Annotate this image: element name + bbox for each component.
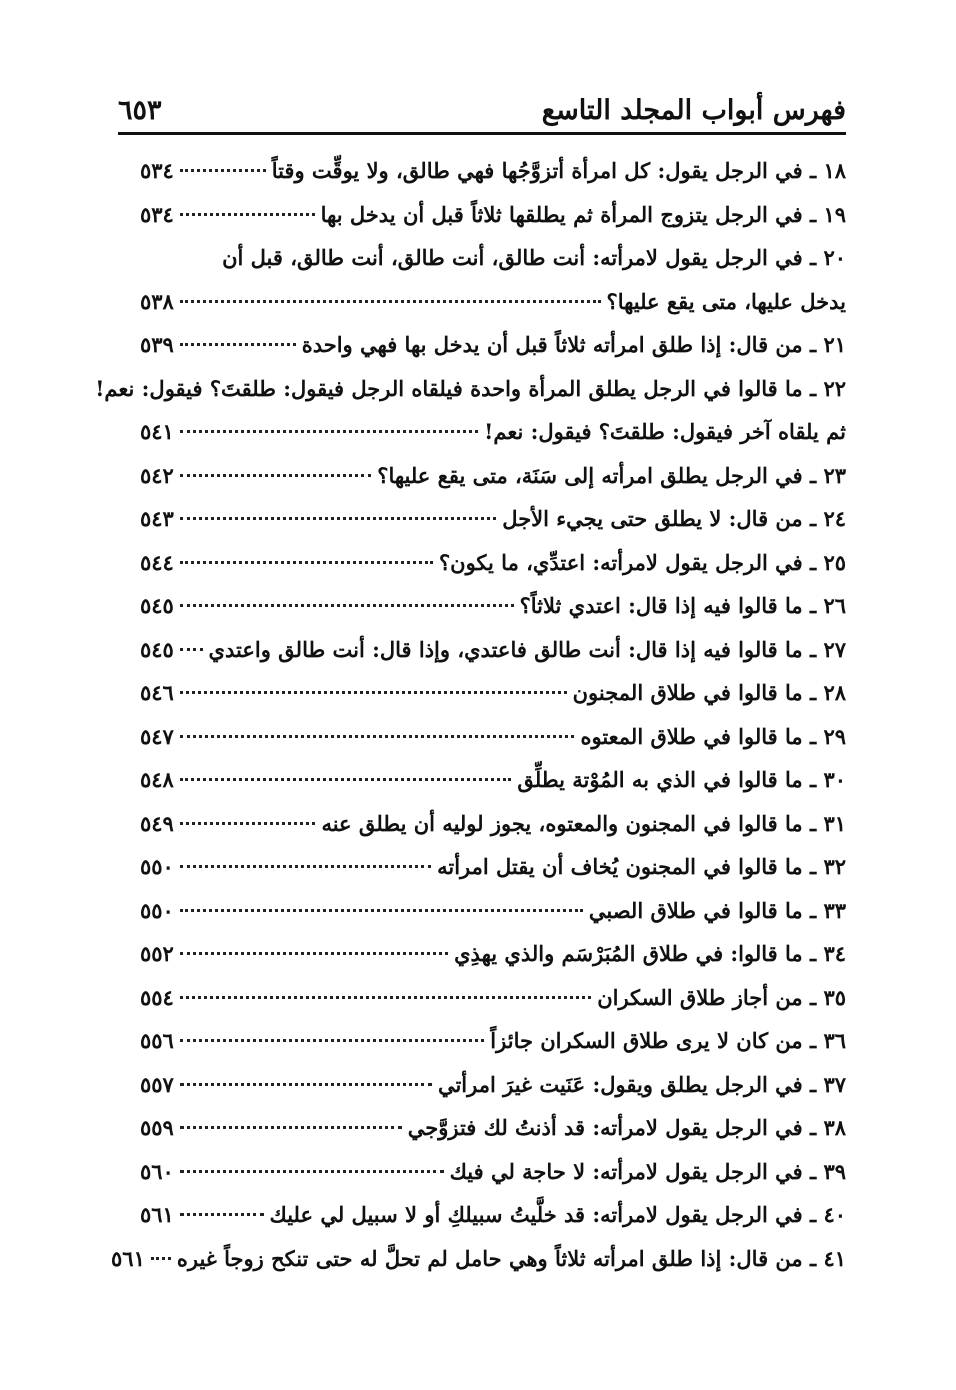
dot-leader <box>180 517 496 520</box>
toc-entry-title: ٢٠ ـ في الرجل يقول لامرأته: أنت طالق، أنت طالق، أنت طالق، قبل أن <box>222 245 846 270</box>
dot-leader <box>180 430 478 433</box>
toc-entry-page: ٥٥٠ <box>140 897 174 923</box>
toc-entry-page: ٥٤١ <box>140 419 174 444</box>
toc-entry-page: ٥٤٨ <box>140 767 174 792</box>
toc-entry-title: ٢٧ ـ ما قالوا فيه إذا قال: أنت طالق فاعتدي، وإذا قال: أنت طالق واعتدي <box>208 636 846 662</box>
toc-entry-title: ٣٣ ـ ما قالوا في طلاق الصبي <box>588 897 846 923</box>
toc-entry <box>140 1159 846 1203</box>
toc-entry <box>140 767 846 811</box>
dot-leader <box>180 213 315 216</box>
toc-entry-page: ٥٣٩ <box>140 332 174 357</box>
toc-entry-page: ٥٤٣ <box>140 506 174 531</box>
dot-leader <box>151 1257 171 1260</box>
dot-leader <box>180 691 567 694</box>
dot-leader <box>180 561 433 564</box>
toc-entry <box>140 332 846 376</box>
dot-leader <box>180 1083 432 1086</box>
toc-entry-title: ١٩ ـ في الرجل يتزوج المرأة ثم يطلقها ثلاثاً قبل أن يدخل بها <box>320 201 846 227</box>
toc-entry <box>140 202 846 246</box>
toc-entry-page: ٥٦١ <box>111 1245 145 1271</box>
toc-entry-title-continued: يدخل عليها، متى يقع عليها؟ <box>606 288 846 314</box>
toc-entry-title: ٣٨ ـ في الرجل يقول لامرأته: قد أذنتُ لك فتزوَّجي <box>407 1115 846 1140</box>
page-header <box>118 78 846 135</box>
toc-entry <box>140 506 846 550</box>
toc-entry <box>140 985 846 1029</box>
toc-entry-page: ٥٤٧ <box>140 723 174 749</box>
toc-entry <box>140 898 846 942</box>
toc-entry-page: ٥٤٤ <box>140 549 174 575</box>
table-of-contents <box>95 158 846 1289</box>
toc-entry <box>140 811 846 855</box>
toc-entry-title: ٣٧ ـ في الرجل يطلق ويقول: عَنَيت غيرَ امرأتي <box>437 1071 846 1097</box>
toc-entry <box>140 1028 846 1072</box>
toc-entry-page: ٥٥٠ <box>140 854 174 879</box>
dot-leader <box>180 1170 444 1173</box>
dot-leader <box>180 865 431 868</box>
toc-entry-page: ٥٥٢ <box>140 941 174 966</box>
toc-entry-title: ٢٦ ـ ما قالوا فيه إذا قال: اعتدي ثلاثاً؟ <box>519 593 846 618</box>
toc-entry-title: ٢٣ ـ في الرجل يطلق امرأته إلى سَنَة، متى يقع عليها؟ <box>377 462 846 488</box>
dot-leader <box>180 343 296 346</box>
dot-leader <box>180 1126 402 1129</box>
toc-entry <box>140 463 846 507</box>
toc-entry <box>111 1245 846 1290</box>
dot-leader <box>180 909 583 912</box>
dot-leader <box>180 996 591 999</box>
toc-entry-title: ٢٥ ـ في الرجل يقول لامرأته: اعتدِّي، ما يكون؟ <box>439 549 846 575</box>
toc-entry-title: ٢٨ ـ ما قالوا في طلاق المجنون <box>572 680 846 705</box>
toc-entry-title: ٣٤ ـ ما قالوا: في طلاق المُبَرْسَم والذي يهذِي <box>454 941 846 966</box>
toc-entry <box>140 593 846 637</box>
toc-entry-title: ٣٠ ـ ما قالوا في الذي به المُوْتة يطلِّق <box>517 767 846 792</box>
toc-entry-title: ٢٢ ـ ما قالوا في الرجل يطلق المرأة واحدة فيلقاه الرجل فيقول: طلقتَ؟ فيقول: نعم! <box>95 375 846 401</box>
toc-entry-title: ٣١ ـ ما قالوا في المجنون والمعتوه، يجوز لوليه أن يطلق عنه <box>321 810 846 836</box>
toc-entry-page: ٥٦٠ <box>140 1158 174 1184</box>
dot-leader <box>180 648 203 651</box>
dot-leader <box>180 604 514 607</box>
toc-entry-title: ٤١ ـ من قال: إذا طلق امرأته ثلاثاً وهي حامل لم تحلَّ له حتى تنكح زوجاً غيره <box>176 1245 846 1271</box>
toc-entry <box>140 637 846 681</box>
toc-entry <box>95 375 846 463</box>
dot-leader <box>180 300 601 303</box>
toc-entry-title: ٢١ ـ من قال: إذا طلق امرأته ثلاثاً قبل أن يدخل بها فهي واحدة <box>301 332 846 357</box>
toc-entry <box>140 1115 846 1159</box>
toc-entry <box>140 1202 846 1246</box>
toc-entry-page: ٥٥٧ <box>140 1071 174 1097</box>
dot-leader <box>180 822 316 825</box>
toc-entry-title: ٢٤ ـ من قال: لا يطلق حتى يجيء الأجل <box>502 506 846 531</box>
toc-entry <box>140 941 846 985</box>
toc-entry-title: ٣٦ ـ من كان لا يرى طلاق السكران جائزاً <box>490 1028 846 1053</box>
toc-entry <box>140 550 846 594</box>
toc-entry <box>140 680 846 724</box>
toc-entry-page: ٥٣٤ <box>140 201 174 227</box>
toc-entry-page: ٥٤٥ <box>140 593 174 618</box>
dot-leader <box>180 778 512 781</box>
toc-entry-page: ٥٤٩ <box>140 810 174 836</box>
toc-entry-page: ٥٤٥ <box>140 636 174 662</box>
toc-entry-page: ٥٤٢ <box>140 462 174 488</box>
dot-leader <box>180 952 448 955</box>
dot-leader <box>180 474 371 477</box>
toc-entry-page: ٥٦١ <box>140 1202 174 1227</box>
page-number: ٦٥٣ <box>118 95 162 126</box>
dot-leader <box>180 1039 484 1042</box>
toc-entry-title: ٢٩ ـ ما قالوا في طلاق المعتوه <box>580 723 846 749</box>
toc-entry-title: ١٨ ـ في الرجل يقول: كل امرأة أتزوَّجُها فهي طالق، ولا يوقِّت وقتاً <box>271 158 846 183</box>
dot-leader <box>180 1213 264 1216</box>
toc-entry <box>140 158 846 202</box>
toc-entry-title: ٣٩ ـ في الرجل يقول لامرأته: لا حاجة لي فيك <box>449 1158 846 1184</box>
dot-leader <box>180 169 266 172</box>
running-title: فهرس أبواب المجلد التاسع <box>541 95 846 126</box>
toc-entry-page: ٥٥٤ <box>140 984 174 1010</box>
toc-entry <box>140 245 846 332</box>
toc-entry-page: ٥٥٦ <box>140 1028 174 1053</box>
toc-entry-title-continued: ثم يلقاه آخر فيقول: طلقتَ؟ فيقول: نعم! <box>484 419 846 444</box>
toc-entry <box>140 724 846 768</box>
toc-entry-title: ٣٥ ـ من أجاز طلاق السكران <box>597 984 846 1010</box>
toc-entry-page: ٥٤٦ <box>140 680 174 705</box>
toc-entry-page: ٥٥٩ <box>140 1115 174 1140</box>
toc-entry <box>140 854 846 898</box>
toc-entry-page: ٥٣٤ <box>140 158 174 183</box>
toc-entry-page: ٥٣٨ <box>140 288 174 314</box>
toc-entry <box>140 1072 846 1116</box>
toc-entry-title: ٣٢ ـ ما قالوا في المجنون يُخاف أن يقتل امرأته <box>437 854 846 879</box>
toc-entry-title: ٤٠ ـ في الرجل يقول لامرأته: قد خلَّيتُ سبيلكِ أو لا سبيل لي عليك <box>269 1202 846 1227</box>
dot-leader <box>180 735 575 738</box>
